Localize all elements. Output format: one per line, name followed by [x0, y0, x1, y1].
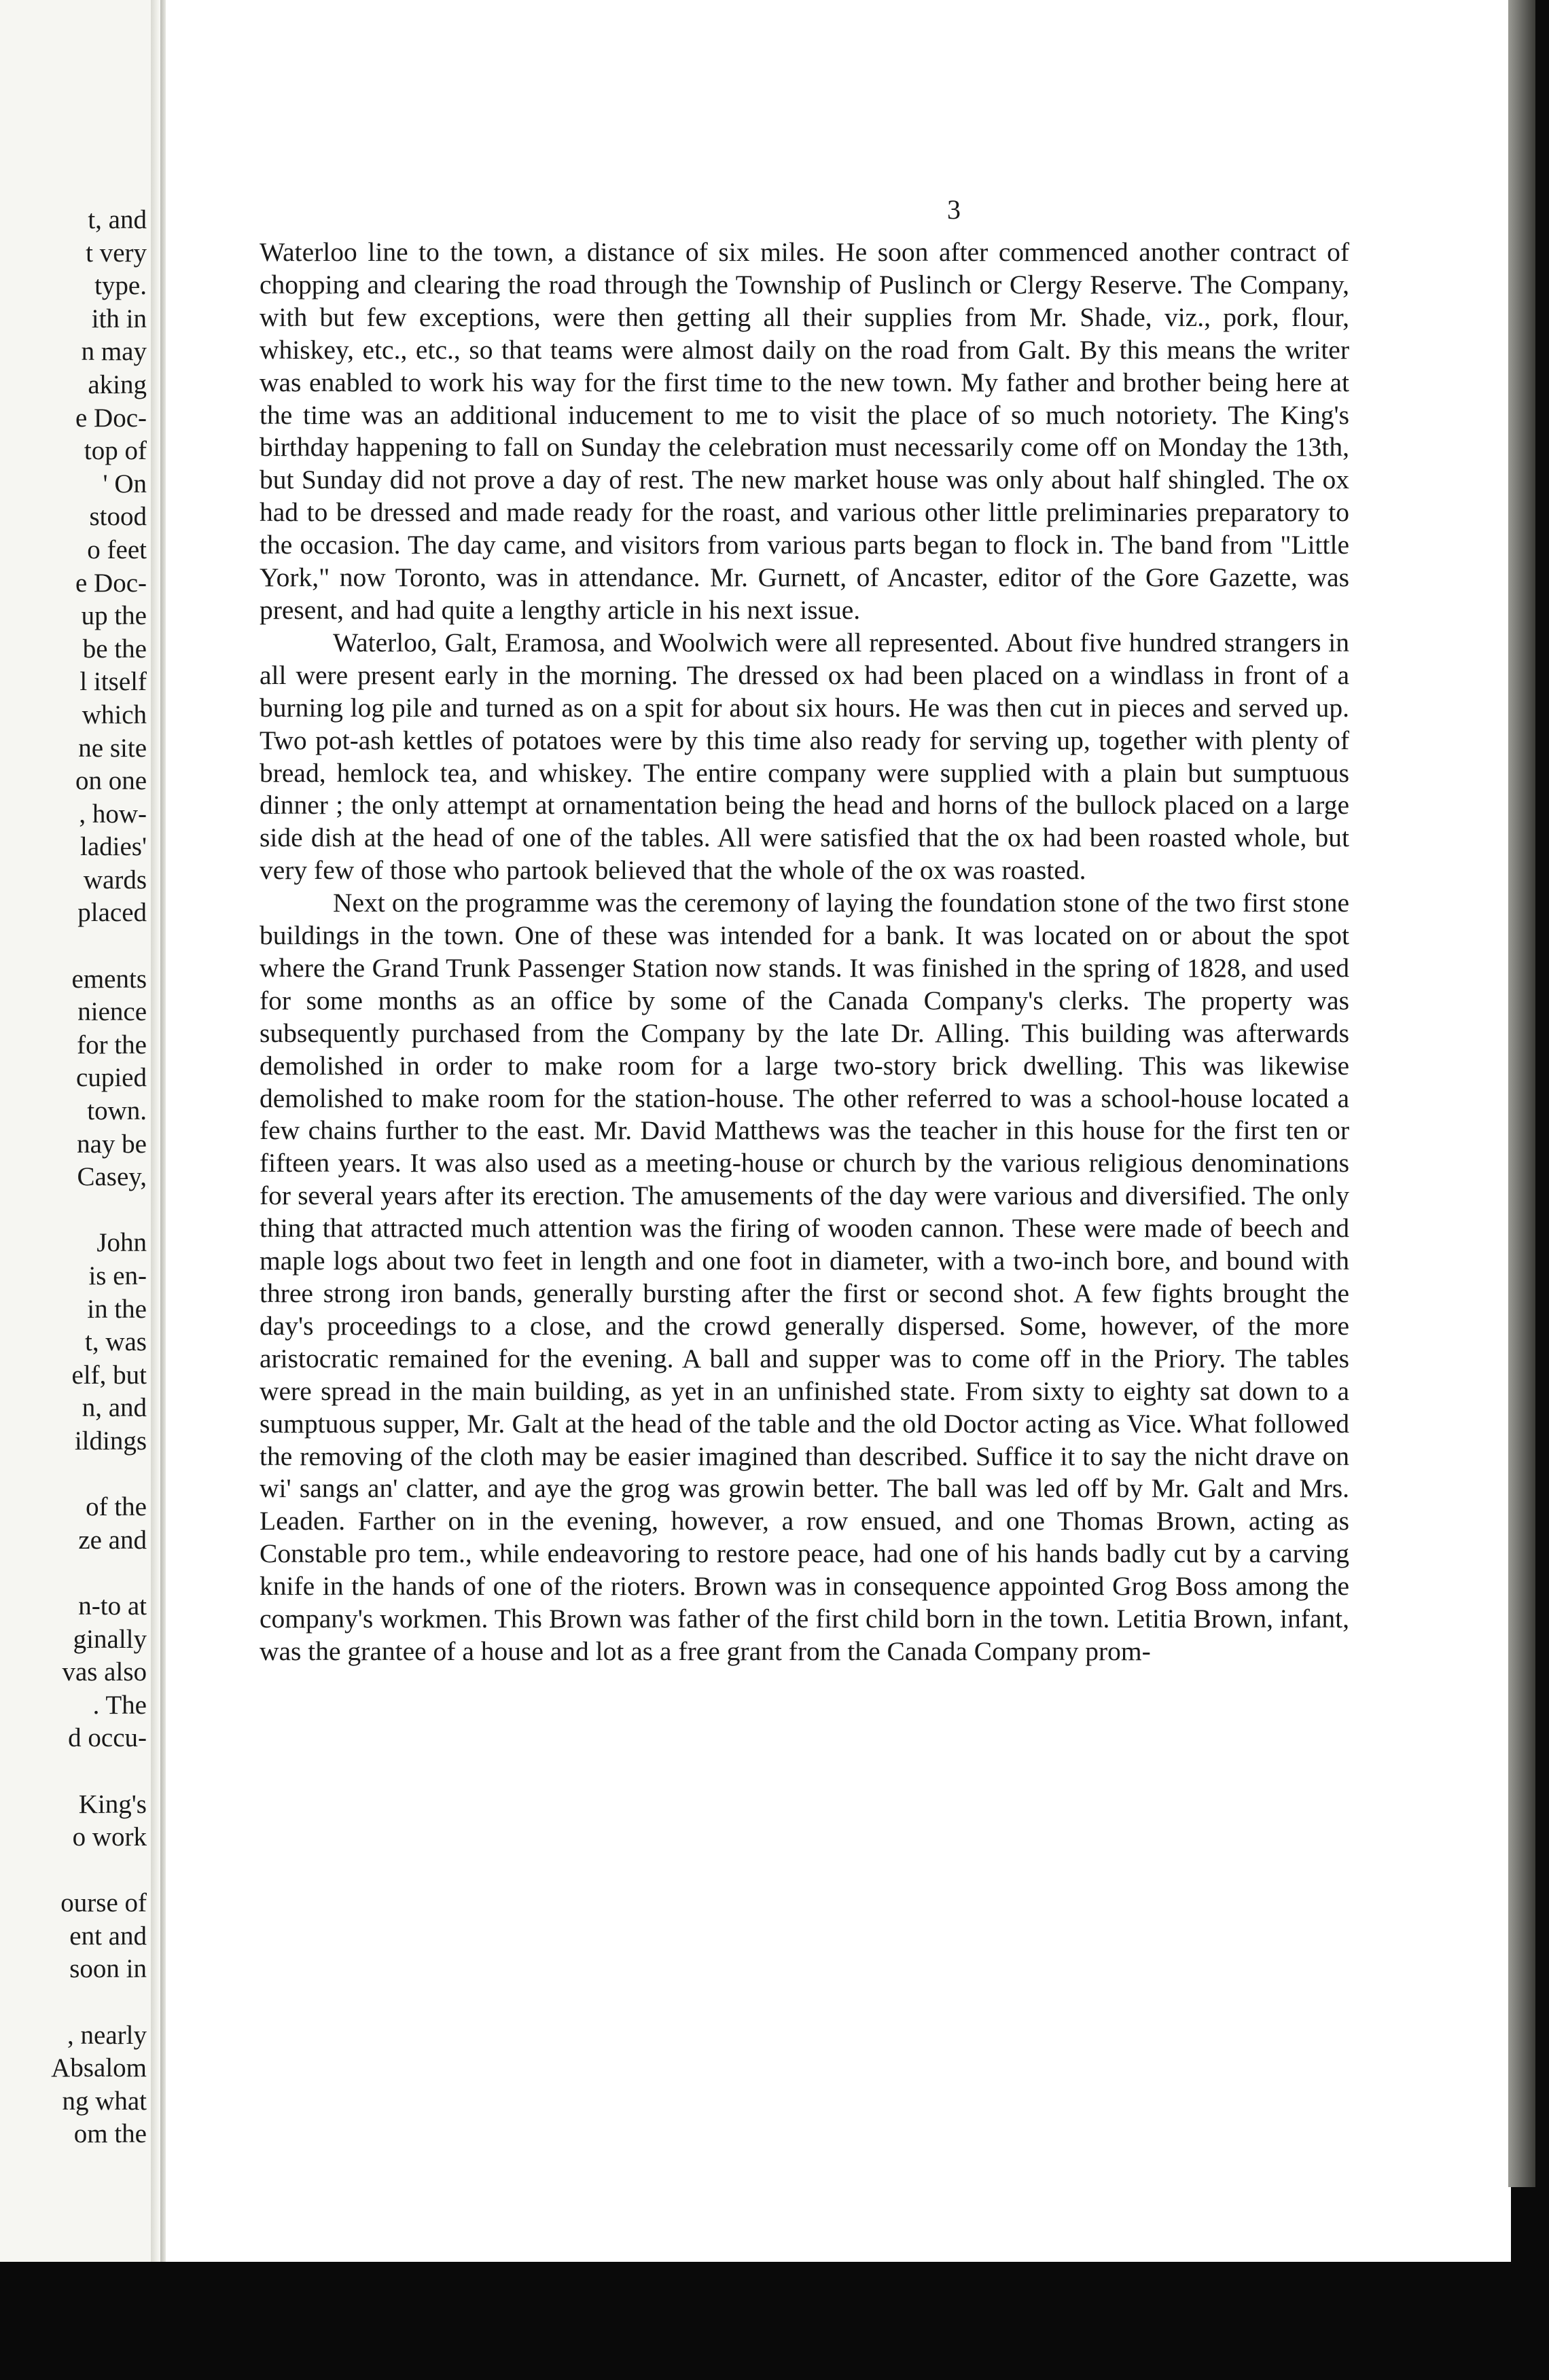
facing-page-line: elf, but: [71, 1360, 147, 1390]
facing-page-line: type.: [94, 271, 147, 301]
page-crease: [160, 0, 166, 2380]
facing-page-line: Absalom: [51, 2053, 147, 2083]
facing-page-line: be the: [82, 634, 147, 664]
facing-page-line: n-to at: [78, 1591, 147, 1621]
facing-page-line: l itself: [79, 667, 147, 697]
body-text: [260, 236, 1349, 1668]
facing-page-line: wards: [83, 865, 147, 895]
facing-page-line: top of: [84, 436, 147, 466]
facing-page-line: ent and: [69, 1921, 147, 1951]
page-number: 3: [947, 194, 961, 225]
facing-page-line: ng what: [62, 2086, 147, 2116]
facing-page-line: of the: [86, 1492, 147, 1522]
facing-page-line: . The: [92, 1690, 147, 1720]
facing-page-line: aking: [88, 369, 147, 399]
paragraph-3: Next on the programme was the ceremony of laying the foundation stone of the two first stone buildings in the town. One of these was intended for a bank. It was located on or about the spot where the Grand Trunk Passenger Station now stands. It was finished in the spring of 1828, and used for some months as an office by some of the Canada Company's clerks. The property was subsequently purchased from the Company by the late Dr. Alling. This building was afterwards demolished in order to make room for a large two-story brick dwelling. This was likewise demolished to make room for the station-house. The other referred to was a school-house located a few chains further to the east. Mr. David Matthews was the teacher in this house for the first ten or fifteen years. It was also used as a meeting-house or church by the various religious denominations for several years after its erection. The amusements of the day were various and diversified. The only thing that attracted much attention was the firing of wooden cannon. These were made of beech and maple logs about two feet in length and one foot in diameter, with a two-inch bore, and bound with three strong iron bands, generally bursting after the first or second shot. A few fights brought the day's proceedings to a close, and the crowd generally dispersed. Some, however, of the more aristocratic remained for the evening. A ball and supper was to come off in the Priory. The tables were spread in the main building, as yet in an unfinished state. From sixty to eighty sat down to a sumptuous supper, Mr. Galt at the head of the table and the old Doctor acting as Vice. What followed the removing of the cloth may be easier imagined than described. Suffice it to say the nicht drave on wi' sangs an' clatter, and aye the grog was growin better. The ball was led off by Mr. Galt and Mrs. Leaden. Farther on in the evening, however, a row ensued, and one Thomas Brown, acting as Constable pro tem., while endeavoring to restore peace, had one of his hands badly cut by a carving knife in the hands of one of the rioters. Brown was in consequence appointed Grog Boss among the company's workmen. This Brown was father of the first child born in the town. Letitia Brown, infant, was the grantee of a house and lot as a free grant from the Canada Company prom-: [260, 888, 1349, 1666]
facing-page-line: placed: [77, 898, 147, 928]
facing-page-line: ith in: [91, 304, 147, 333]
facing-page-line: ildings: [74, 1426, 147, 1456]
facing-page-line: om the: [73, 2119, 147, 2149]
facing-page-line: o work: [72, 1822, 147, 1852]
paragraph-1: Waterloo line to the town, a distance of six miles. He soon after commenced another contract of chopping and clearing the road through the Township of Puslinch or Clergy Reserve. The Company, with but few exceptions, were then getting all their supplies from Mr. Shade, viz., pork, flour, whiskey, etc., etc., so that teams were almost daily on the road from Galt. By this means the writer was enabled to work his way for the first time to the new town. My father and brother being here at the time was an additional inducement to me to visit the place of so much notoriety. The King's birthday happening to fall on Sunday the celebration must necessarily come off on Monday the 13th, but Sunday did not prove a day of rest. The new market house was only about half shingled. The ox had to be dressed and made ready for the roast, and various other little preliminaries preparatory to the occasion. The day came, and visitors from various parts began to flock in. The band from "Little York," now Toronto, was in attendance. Mr. Gurnett, of Ancaster, editor of the Gore Gazette, was present, and had quite a lengthy article in his next issue.: [260, 237, 1349, 625]
facing-page-line: is en-: [88, 1261, 147, 1291]
facing-page-line: cupied: [76, 1063, 147, 1093]
facing-page-line: , nearly: [67, 2020, 147, 2050]
facing-page-line: nience: [77, 997, 147, 1027]
facing-page-text-column: [0, 204, 147, 2151]
facing-page-line: soon in: [69, 1954, 147, 1984]
facing-page-line: t, and: [88, 205, 147, 234]
facing-page-fragment: [0, 0, 151, 2380]
facing-page-line: e Doc-: [75, 568, 147, 598]
facing-page-line: o feet: [87, 535, 147, 564]
facing-page-line: John: [96, 1228, 147, 1258]
facing-page-line: [0, 1854, 147, 1888]
facing-page-line: ginally: [73, 1624, 147, 1654]
facing-page-line: ladies': [80, 832, 147, 862]
facing-page-line: [0, 1194, 147, 1227]
facing-page-line: which: [82, 700, 147, 729]
facing-page-line: [0, 1986, 147, 2019]
facing-page-line: ements: [71, 964, 147, 994]
document-page: [166, 0, 1511, 2262]
page-edge-shadow: [1508, 0, 1535, 2187]
facing-page-line: n may: [81, 337, 147, 367]
facing-page-line: for the: [77, 1030, 147, 1060]
facing-page-line: n, and: [82, 1393, 147, 1423]
facing-page-line: vas also: [62, 1657, 147, 1687]
facing-page-line: ' On: [103, 469, 147, 499]
facing-page-line: on one: [75, 766, 147, 796]
facing-page-line: Casey,: [77, 1162, 147, 1192]
facing-page-line: t very: [86, 238, 147, 268]
facing-page-line: ne site: [78, 733, 147, 763]
facing-page-line: , how-: [79, 799, 147, 829]
facing-page-line: ze and: [78, 1525, 147, 1555]
facing-page-line: in the: [87, 1294, 147, 1324]
paragraph-2: Waterloo, Galt, Eramosa, and Woolwich were all represented. About five hundred strangers in all were present early in the morning. The dressed ox had been placed on a windlass in front of a burning log pile and turned as on a spit for about six hours. He was then cut in pieces and served up. Two pot-ash kettles of potatoes were by this time also ready for serving up, together with plenty of bread, hemlock tea, and whiskey. The entire company were supplied with a plain but sumptuous dinner ; the only attempt at ornamentation being the head and horns of the bullock placed on a large side dish at the head of one of the tables. All were satisfied that the ox had been roasted whole, but very few of those who partook believed that the whole of the ox was roasted.: [260, 627, 1349, 886]
facing-page-line: nay be: [77, 1129, 147, 1159]
facing-page-line: d occu-: [68, 1723, 147, 1753]
facing-page-line: up the: [81, 601, 147, 631]
facing-page-line: t, was: [85, 1327, 147, 1357]
facing-page-line: [0, 930, 147, 963]
facing-page-line: [0, 1755, 147, 1788]
facing-page-line: town.: [87, 1096, 147, 1126]
facing-page-line: stood: [89, 502, 147, 532]
scan-background: [0, 2262, 1549, 2380]
facing-page-line: [0, 1557, 147, 1590]
facing-page-line: King's: [78, 1789, 147, 1819]
facing-page-line: e Doc-: [75, 403, 147, 433]
facing-page-line: [0, 1458, 147, 1492]
facing-page-line: ourse of: [60, 1888, 147, 1918]
